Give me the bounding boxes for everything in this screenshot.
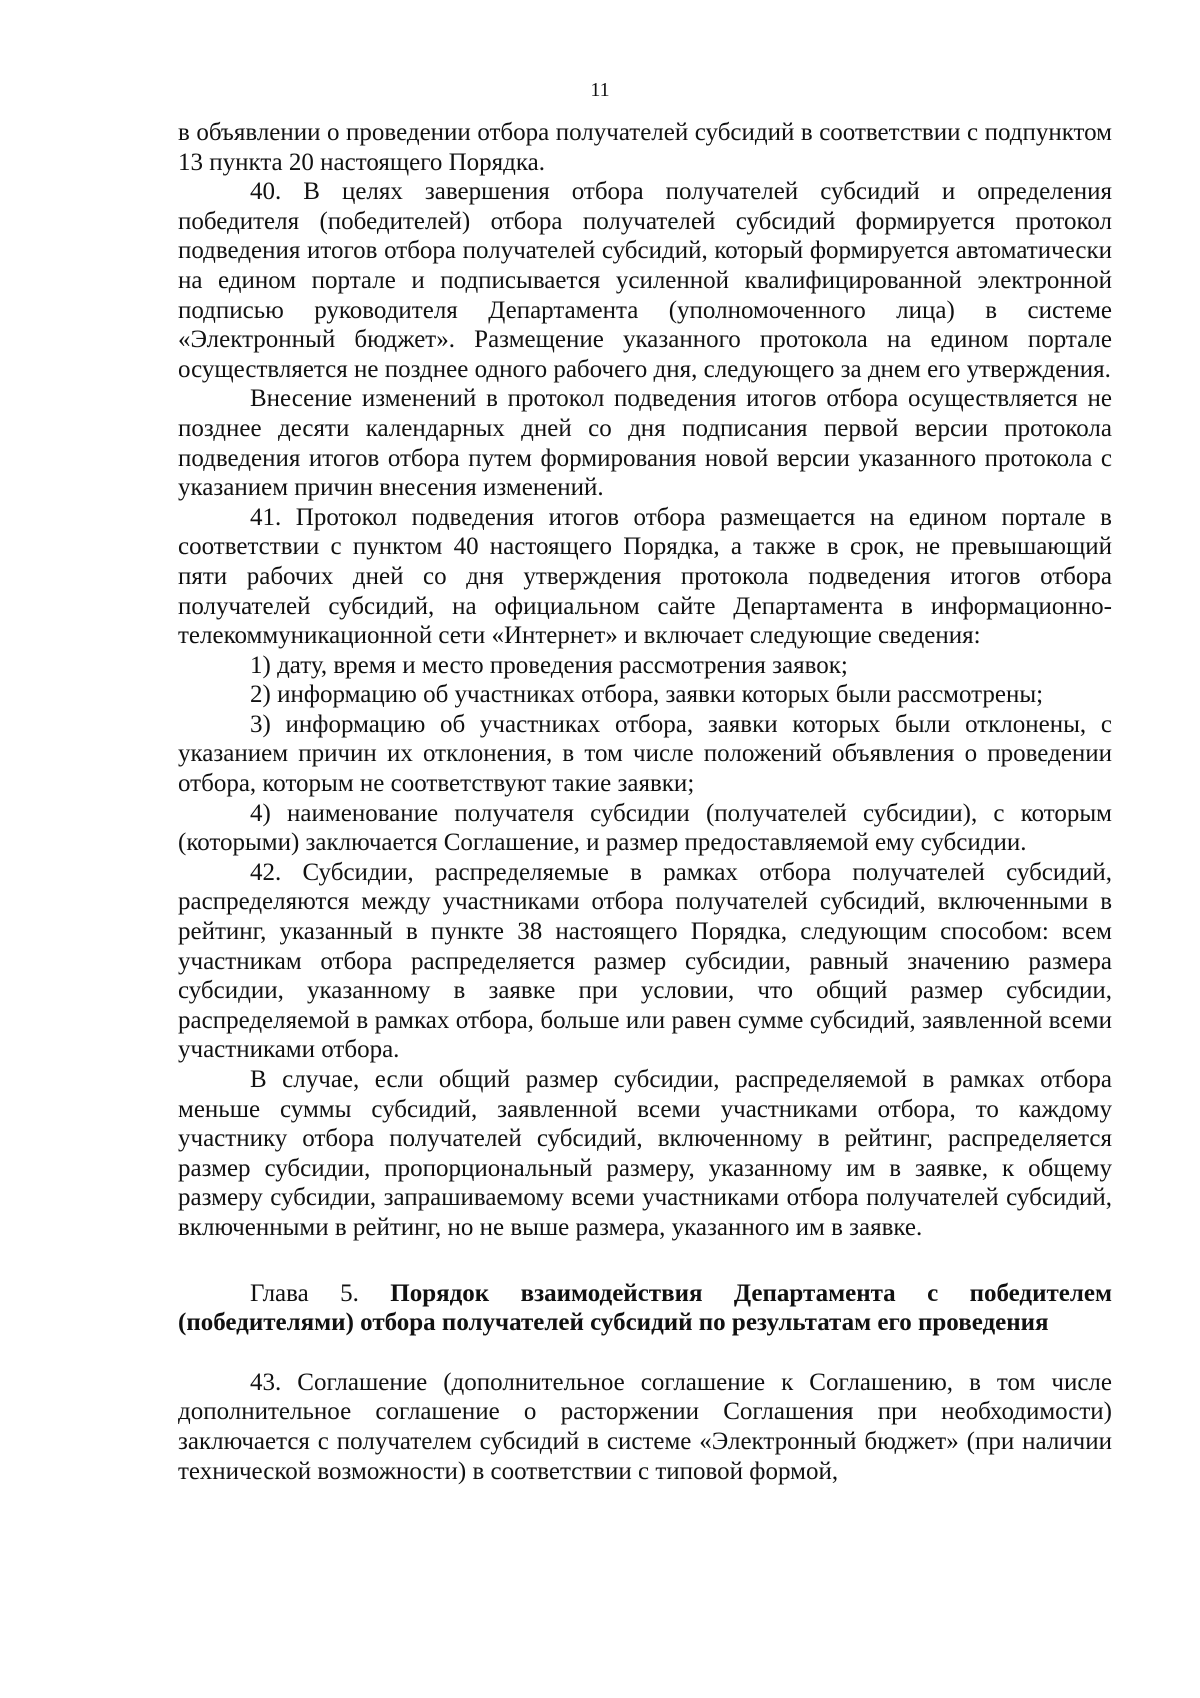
paragraph-40: 40. В целях завершения отбора получателей субсидий и определения победителя (победителей) отбора получателей субсидий формируется протокол подведения итогов отбора получателей субсидий, который формируется автоматически на едином портале и подписывается усиленной квалифицированной электронной подписью руководителя Департамента (уполномоченного лица) в системе «Электронный бюджет». Размещение указанного протокола на едином портале осуществляется не позднее одного рабочего дня, следующего за днем его утверждения.	[178, 178, 1112, 383]
paragraph-41: 41. Протокол подведения итогов отбора размещается на едином портале в соответствии с пунктом 40 настоящего Порядка, а также в срок, не превышающий пяти рабочих дней со дня утверждения протокола подведения итогов отбора получателей субсидий, на официальном сайте Департамента в информационно-телекоммуникационной сети «Интернет» и включает следующие сведения:	[178, 503, 1112, 650]
chapter-heading	[178, 1279, 1112, 1338]
paragraph-42: 42. Субсидии, распределяемые в рамках отбора получателей субсидий, распределяются между участниками отбора получателей субсидий, включенными в рейтинг, указанный в пункте 38 настоящего Порядка, следующим способом: всем участникам отбора распределяется размер субсидии, равный значению размера субсидии, указанному в заявке при условии, что общий размер субсидии, распределяемой в рамках отбора, больше или равен сумме субсидий, заявленной всеми участниками отбора.	[178, 858, 1112, 1064]
paragraph-43: 43. Соглашение (дополнительное соглашение к Соглашению, в том числе дополнительное соглашение о расторжении Соглашения при необходимости) заключается с получателем субсидий в системе «Электронный бюджет» (при наличии технической возможности) в соответствии с типовой формой,	[178, 1368, 1112, 1485]
paragraph: Внесение изменений в протокол подведения итогов отбора осуществляется не позднее десяти календарных дней со дня подписания первой версии протокола подведения итогов отбора путем формирования новой версии указанного протокола с указанием причин внесения изменений.	[178, 385, 1112, 502]
list-item-4: 4) наименование получателя субсидии (получателей субсидии), с которым (которыми) заключается Соглашение, и размер предоставляемой ему субсидии.	[178, 799, 1112, 857]
list-item-2: 2) информацию об участниках отбора, заявки которых были рассмотрены;	[250, 681, 1044, 709]
chapter-number: Глава 5.	[250, 1279, 391, 1307]
chapter-title: Порядок взаимодействия Департамента с победителем (победителями) отбора получателей субсидий по результатам его проведения	[178, 1279, 1113, 1337]
list-item-3: 3) информацию об участниках отбора, заявки которых были отклонены, с указанием причин их отклонения, в том числе положений объявления о проведении отбора, которым не соответствуют такие заявки;	[178, 710, 1112, 798]
page-number: 11	[590, 79, 610, 101]
list-item-1: 1) дату, время и место проведения рассмотрения заявок;	[250, 651, 848, 679]
paragraph: В случае, если общий размер субсидии, распределяемой в рамках отбора меньше суммы субсидий, заявленной всеми участниками отбора, то каждому участнику отбора получателей субсидий, включенному в рейтинг, распределяется размер субсидии, пропорциональный размеру, указанному им в заявке, к общему размеру субсидии, запрашиваемому всеми участниками отбора получателей субсидий, включенными в рейтинг, но не выше размера, указанного им в заявке.	[178, 1066, 1112, 1241]
paragraph: в объявлении о проведении отбора получателей субсидий в соответствии с подпунктом 13 пункта 20 настоящего Порядка.	[178, 119, 1112, 176]
document-body	[178, 118, 1112, 1486]
